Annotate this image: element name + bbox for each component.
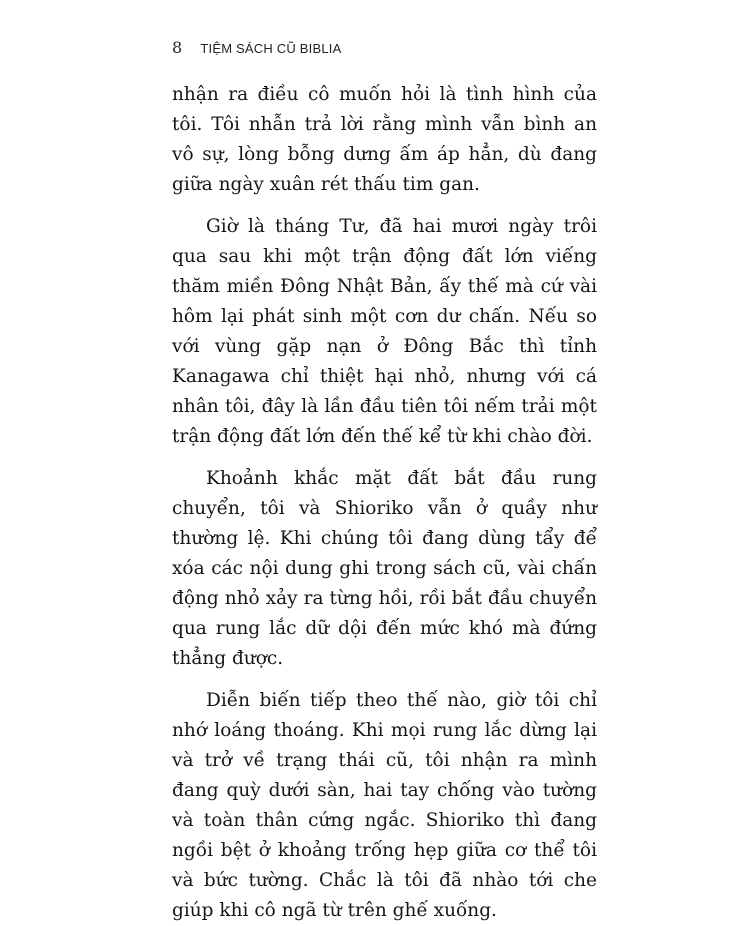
paragraph-earthquake-moment: Khoảnh khắc mặt đất bắt đầu rung chuyển, tôi và Shioriko vẫn ở quầy như thường lệ. Khi chúng tôi đang dùng tẩy để xóa các nội dung ghi trong sách cũ, vài chấn động nhỏ xảy ra từng hồi, rồi bắt đầu chuyển qua rung lắc dữ dội đến mức khó mà đứng thẳng được. [172,468,597,669]
paragraph-april: Giờ là tháng Tư, đã hai mươi ngày trôi qua sau khi một trận động đất lớn viếng thăm miền Đông Nhật Bản, ấy thế mà cứ vài hôm lại phát sinh một cơn dư chấn. Nếu so với vùng gặp nạn ở Đông Bắc thì tỉnh Kanagawa chỉ thiệt hại nhỏ, nhưng với cá nhân tôi, đây là lần đầu tiên tôi nếm trải một trận động đất lớn đến thế kể từ khi chào đời. [172,216,597,447]
running-header [172,38,341,57]
page-number: 8 [172,38,183,57]
paragraph-continuation: nhận ra điều cô muốn hỏi là tình hình của tôi. Tôi nhẫn trả lời rằng mình vẫn bình an vô sự, lòng bỗng dưng ấm áp hẳn, dù đang giữa ngày xuân rét thấu tim gan. [172,84,597,195]
paragraph-aftermath: Diễn biến tiếp theo thế nào, giờ tôi chỉ nhớ loáng thoáng. Khi mọi rung lắc dừng lại và trở về trạng thái cũ, tôi nhận ra mình đang quỳ dưới sàn, hai tay chống vào tường và toàn thân cứng ngắc. Shioriko thì đang ngồi bệt ở khoảng trống hẹp giữa cơ thể tôi và bức tường. Chắc là tôi đã nhào tới che giúp khi cô ngã từ trên ghế xuống. [172,690,597,921]
running-header-title: TIỆM SÁCH CŨ BIBLIA [200,41,342,56]
text-block-continuation [172,80,597,200]
text-block-main [172,212,597,926]
